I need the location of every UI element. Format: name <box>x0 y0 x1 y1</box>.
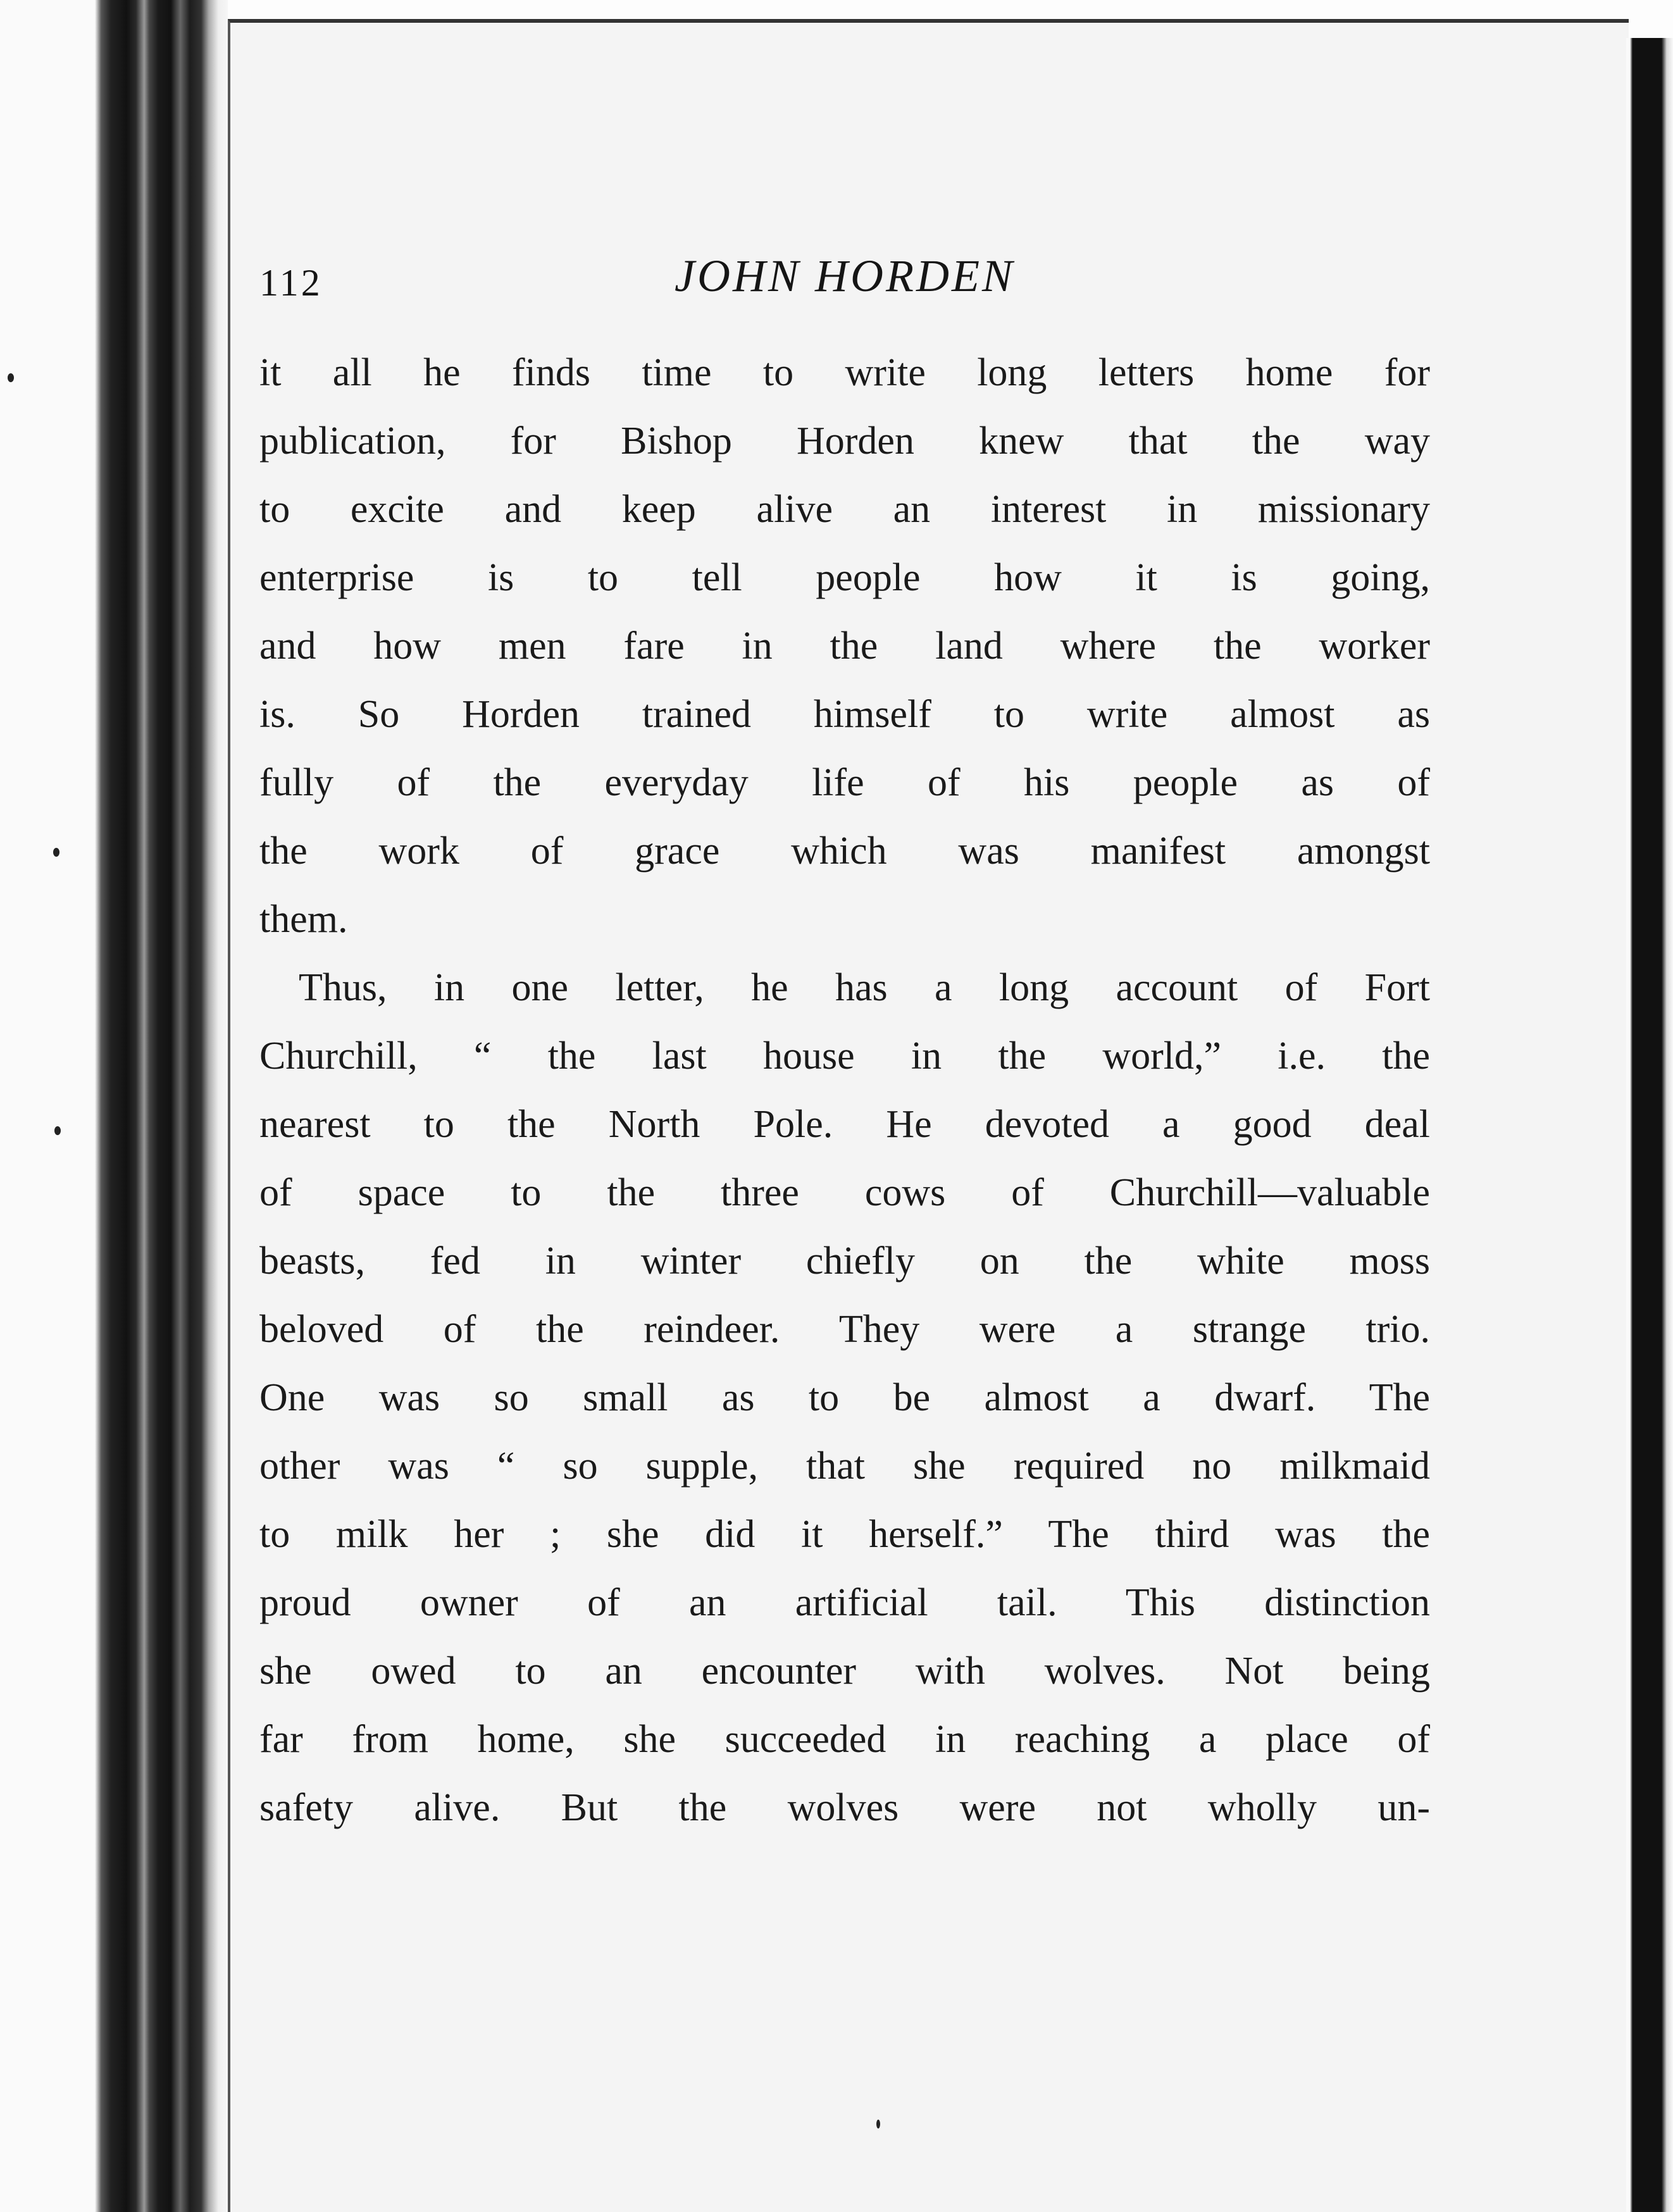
scan-speck <box>54 1126 61 1135</box>
text-line: far from home, she succeeded in reaching a place of <box>259 1718 1430 1761</box>
text-line: is. So Horden trained himself to write almost as <box>259 693 1430 736</box>
text-line: beloved of the reindeer. They were a strange trio. <box>259 1308 1430 1351</box>
scan-speck <box>876 2120 880 2128</box>
text-line: other was “ so supple, that she required no milkmaid <box>259 1445 1430 1488</box>
text-line: One was so small as to be almost a dwarf. The <box>259 1376 1430 1419</box>
text-line: safety alive. But the wolves were not wholly un- <box>259 1786 1430 1829</box>
page-number: 112 <box>259 262 323 304</box>
text-line: Churchill, “ the last house in the world,” i.e. the <box>259 1035 1430 1078</box>
text-line: enterprise is to tell people how it is going, <box>259 556 1430 599</box>
text-line: the work of grace which was manifest amongst <box>259 830 1430 873</box>
text-line: publication, for Bishop Horden knew that the way <box>259 419 1430 463</box>
text-line: Thus, in one letter, he has a long account of Fort <box>299 966 1430 1009</box>
running-head: JOHN HORDEN <box>675 251 1015 301</box>
text-line: proud owner of an artificial tail. This distinction <box>259 1581 1430 1624</box>
body-text <box>259 339 1430 1842</box>
page-header <box>259 250 1430 320</box>
text-line: fully of the everyday life of his people as of <box>259 761 1430 804</box>
scan-speck <box>53 848 59 857</box>
scan-speck <box>8 373 14 382</box>
book-spine-edge <box>0 0 228 2212</box>
text-line: she owed to an encounter with wolves. Not being <box>259 1650 1430 1693</box>
text-line: to milk her ; she did it herself.” The third was the <box>259 1513 1430 1556</box>
text-line: beasts, fed in winter chiefly on the white moss <box>259 1240 1430 1283</box>
text-line: and how men fare in the land where the worker <box>259 624 1430 668</box>
text-line: of space to the three cows of Churchill—valuable <box>259 1171 1430 1214</box>
text-line: nearest to the North Pole. He devoted a good deal <box>259 1103 1430 1146</box>
text-line: it all he finds time to write long letters home for <box>259 351 1430 394</box>
text-line: to excite and keep alive an interest in missionary <box>259 488 1430 531</box>
text-line: them. <box>259 898 348 941</box>
right-page-edge <box>1626 38 1673 2212</box>
